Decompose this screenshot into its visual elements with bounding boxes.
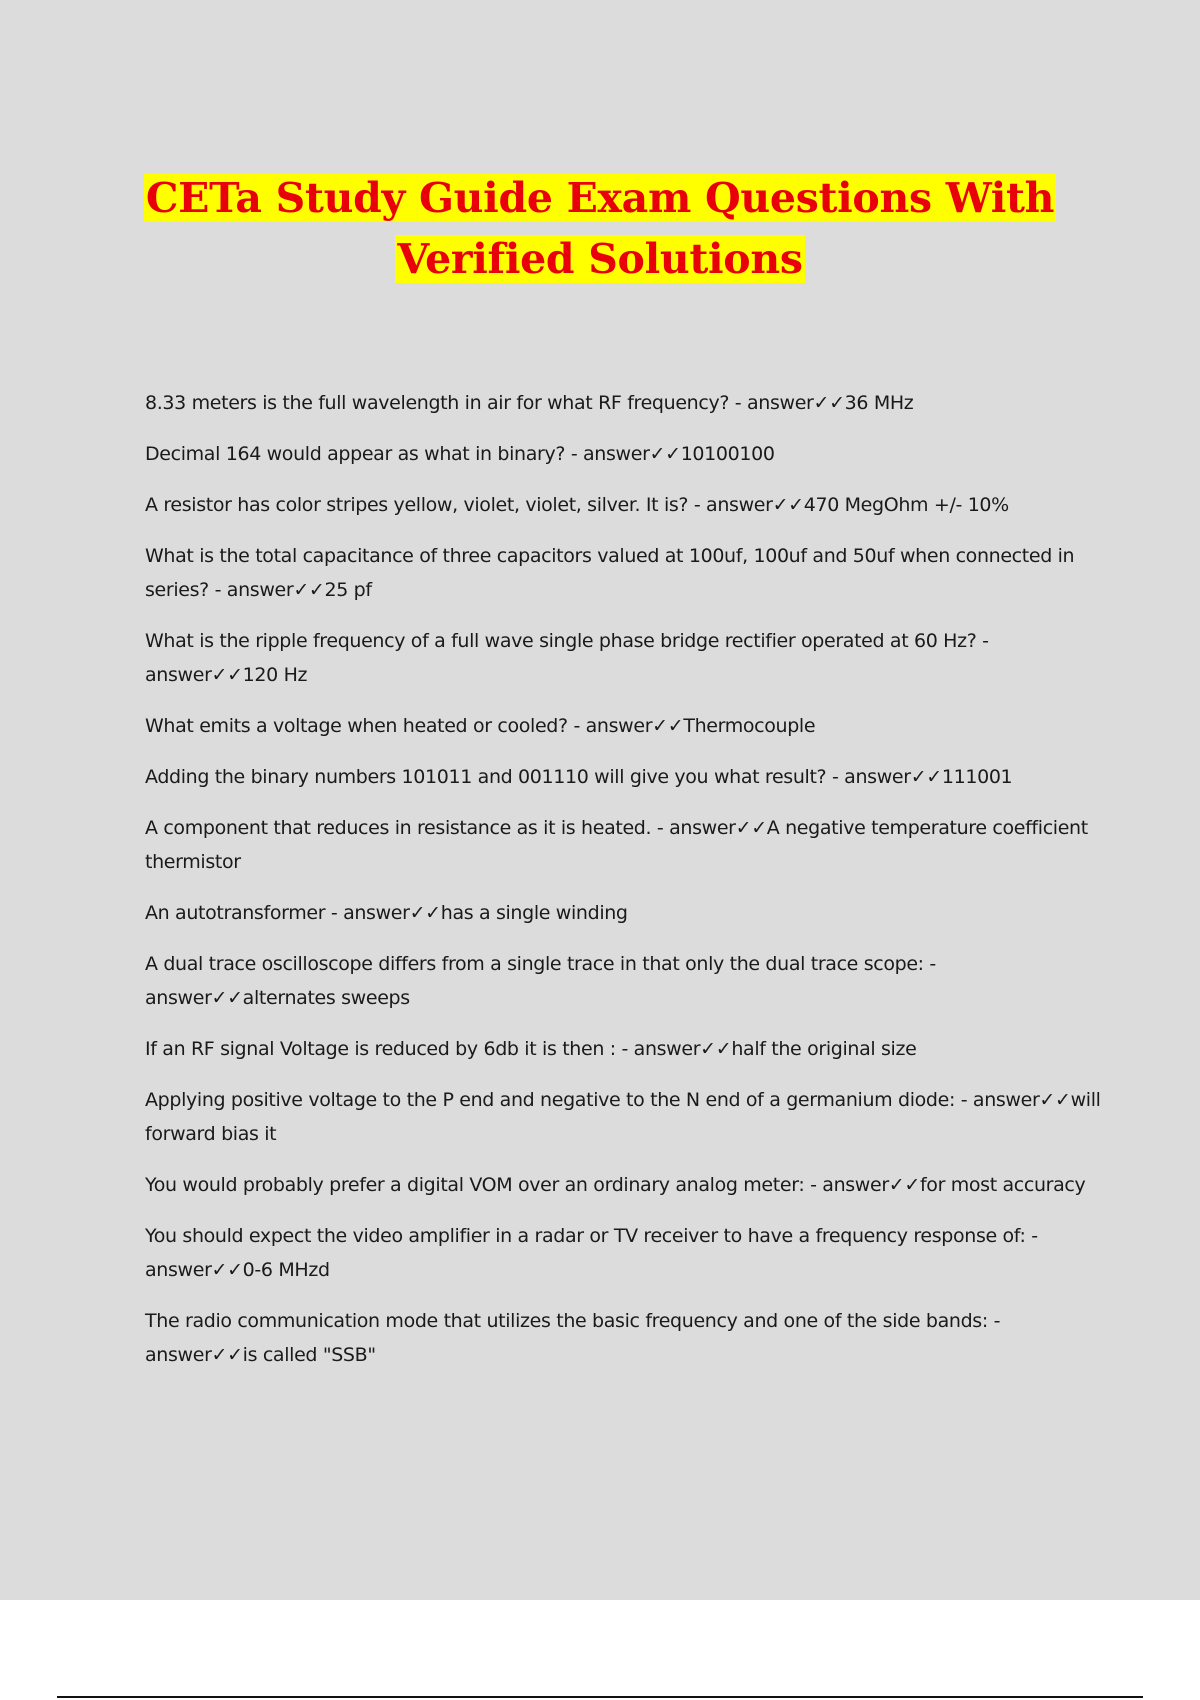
question-text: What is the ripple frequency of a full wave single phase bridge rectifier operated at 60 Hz?: [145, 630, 977, 652]
answer-marker: - answer✓✓: [145, 1225, 1038, 1281]
qa-item: [145, 1168, 1105, 1202]
qa-item: [145, 760, 1105, 794]
question-text: An autotransformer: [145, 902, 326, 924]
question-text: You should expect the video amplifier in a radar or TV receiver to have a frequency response of:: [145, 1225, 1026, 1247]
answer-text: 0-6 MHzd: [242, 1259, 330, 1281]
answer-text: A negative temperature coefficient thermistor: [145, 817, 1088, 873]
question-text: What is the total capacitance of three capacitors valued at 100uf, 100uf and 50uf when connected in series?: [145, 545, 1075, 601]
answer-text: alternates sweeps: [242, 987, 410, 1009]
qa-item: [145, 624, 1105, 692]
answer-marker: - answer✓✓: [565, 443, 681, 465]
question-text: A resistor has color stripes yellow, violet, violet, silver. It is?: [145, 494, 689, 516]
qa-item: [145, 1219, 1105, 1287]
qa-item: [145, 1083, 1105, 1151]
answer-text: is called "SSB": [242, 1344, 376, 1366]
answer-text: half the original size: [731, 1038, 917, 1060]
answer-marker: - answer✓✓: [567, 715, 684, 737]
title-line-1: CETa Study Guide Exam Questions With: [145, 174, 1055, 222]
question-text: A dual trace oscilloscope differs from a single trace in that only the dual trace scope:: [145, 953, 924, 975]
answer-marker: - answer✓✓: [688, 494, 804, 516]
page-divider: [57, 1696, 1143, 1698]
qa-item: [145, 437, 1105, 471]
answer-marker: - answer✓✓: [729, 392, 845, 414]
question-text: 8.33 meters is the full wavelength in air for what RF frequency?: [145, 392, 730, 414]
qa-item: [145, 488, 1105, 522]
answer-text: 120 Hz: [242, 664, 308, 686]
question-text: Decimal 164 would appear as what in binary?: [145, 443, 566, 465]
answer-marker: - answer✓✓: [804, 1174, 920, 1196]
answer-text: 111001: [941, 766, 1013, 788]
answer-text: 25 pf: [324, 579, 372, 601]
answer-marker: - answer✓✓: [145, 1310, 1001, 1366]
question-text: A component that reduces in resistance as it is heated.: [145, 817, 652, 839]
qa-item: [145, 1304, 1105, 1372]
title-line-2: Verified Solutions: [397, 235, 803, 283]
question-text: You would probably prefer a digital VOM over an ordinary analog meter:: [145, 1174, 805, 1196]
page-title: [100, 168, 1100, 290]
question-text: If an RF signal Voltage is reduced by 6db it is then :: [145, 1038, 616, 1060]
qa-item: [145, 386, 1105, 420]
answer-text: Thermocouple: [683, 715, 816, 737]
answer-text: will forward bias it: [145, 1089, 1101, 1145]
answer-marker: - answer✓✓: [651, 817, 767, 839]
qa-item: [145, 896, 1105, 930]
answer-text: for most accuracy: [919, 1174, 1086, 1196]
answer-marker: - answer✓✓: [208, 579, 325, 601]
answer-text: 10100100: [680, 443, 775, 465]
answer-marker: - answer✓✓: [615, 1038, 732, 1060]
question-answer-list: [145, 386, 1105, 1389]
answer-text: 470 MegOhm +/- 10%: [803, 494, 1009, 516]
qa-item: [145, 709, 1105, 743]
answer-marker: - answer✓✓: [325, 902, 441, 924]
qa-item: [145, 811, 1105, 879]
question-text: The radio communication mode that utilizes the basic frequency and one of the side bands:: [145, 1310, 988, 1332]
question-text: What emits a voltage when heated or cooled?: [145, 715, 568, 737]
answer-marker: - answer✓✓: [826, 766, 942, 788]
answer-text: has a single winding: [440, 902, 628, 924]
answer-marker: - answer✓✓: [955, 1089, 1071, 1111]
answer-marker: - answer✓✓: [145, 953, 936, 1009]
answer-text: 36 MHz: [844, 392, 914, 414]
qa-item: [145, 947, 1105, 1015]
question-text: Adding the binary numbers 101011 and 001110 will give you what result?: [145, 766, 827, 788]
qa-item: [145, 1032, 1105, 1066]
answer-marker: - answer✓✓: [145, 630, 989, 686]
question-text: Applying positive voltage to the P end and negative to the N end of a germanium diode:: [145, 1089, 956, 1111]
qa-item: [145, 539, 1105, 607]
